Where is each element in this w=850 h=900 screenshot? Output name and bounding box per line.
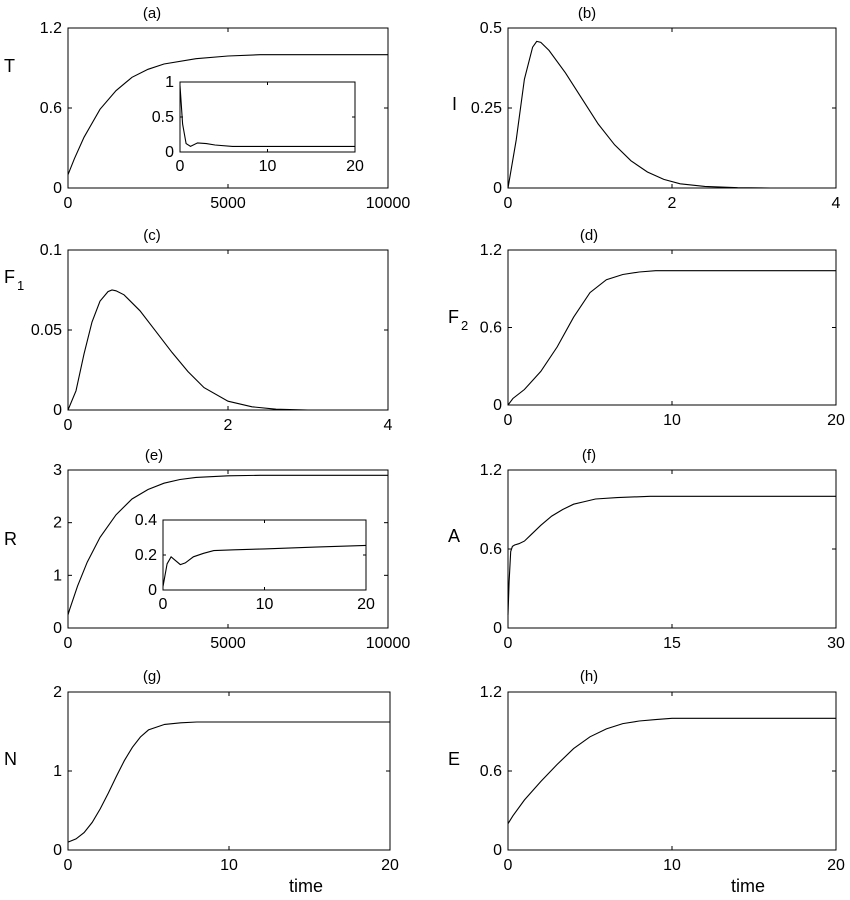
panel-b-x-tick-label: 0 — [503, 195, 513, 212]
panel-d-x-tick-label: 0 — [503, 412, 513, 429]
panel-c-y-tick-label: 0.05 — [30, 322, 62, 339]
panel-d-y-axis-label-subscript: 2 — [461, 318, 469, 333]
panel-d-y-tick-label: 0.6 — [479, 319, 502, 337]
panel-e-y-tick-label: 2 — [53, 514, 62, 532]
panel-g-title: (g) — [142, 668, 162, 685]
panel-f-y-tick-label: 1.2 — [479, 462, 502, 479]
panel-f-y-tick-label: 0 — [493, 620, 502, 637]
panel-h-x-tick-label: 20 — [827, 857, 845, 874]
panel-f-x-tick-label: 15 — [663, 635, 681, 652]
panel-f — [448, 447, 845, 652]
panel-a-inset-x-tick-label: 0 — [175, 158, 185, 175]
panel-a-inset-frame — [180, 82, 355, 152]
panel-a — [4, 5, 410, 212]
panel-e-inset-y-tick-label: 0 — [148, 582, 157, 599]
panel-b-title: (b) — [577, 5, 597, 22]
panel-f-frame — [508, 470, 836, 628]
panel-b — [452, 5, 841, 212]
panel-g-y-tick-label: 1 — [53, 763, 62, 780]
panel-c-x-tick-label: 0 — [63, 417, 73, 434]
panel-h-y-tick-label: 1.2 — [479, 684, 502, 701]
panel-c-y-tick-label: 0.1 — [39, 242, 62, 259]
panel-a-inset-y-tick-label: 0.5 — [151, 109, 174, 126]
panel-d-title: (d) — [579, 227, 599, 244]
panel-b-x-tick-label: 2 — [667, 195, 677, 212]
panel-b-y-axis-label: I — [452, 94, 458, 114]
panel-f-x-tick-label: 30 — [827, 635, 845, 652]
panel-a-x-tick-label: 5000 — [210, 195, 246, 212]
panel-h-y-axis-label: E — [448, 749, 461, 769]
panel-c — [4, 227, 393, 434]
panel-e-y-tick-label: 0 — [53, 620, 62, 637]
panel-e-inset-x-tick-label: 0 — [158, 596, 168, 613]
panel-a-title: (a) — [142, 5, 162, 22]
panel-a-inset-x-tick-label: 10 — [258, 158, 277, 175]
panel-d-frame — [508, 250, 836, 405]
panel-b-x-tick-label: 4 — [831, 195, 841, 212]
panel-d-y-axis-label: F $_2$ — [448, 307, 469, 333]
panel-c-x-tick-label: 2 — [223, 417, 233, 434]
panel-d — [448, 227, 845, 429]
panel-g-x-tick-label: 20 — [381, 857, 399, 874]
panel-e-inset-y-tick-label: 0.2 — [134, 547, 157, 564]
panel-b-y-tick-label: 0 — [493, 180, 502, 197]
panel-a-y-tick-label: 0 — [53, 180, 62, 197]
panel-e-inset-frame — [163, 520, 366, 590]
panel-e-title: (e) — [144, 447, 164, 464]
panel-a-x-tick-label: 0 — [63, 195, 73, 212]
panel-b-frame — [508, 28, 836, 188]
panel-a-y-axis-label: T — [4, 56, 15, 76]
panel-h-frame — [508, 692, 836, 850]
panel-h-y-tick-label: 0 — [493, 842, 502, 859]
panel-d-x-tick-label: 20 — [827, 412, 845, 429]
panel-d-y-tick-label: 0 — [493, 397, 502, 414]
panel-c-y-axis-label-subscript: 1 — [17, 278, 25, 293]
panel-e — [4, 447, 410, 652]
panel-h-y-tick-label: 0.6 — [479, 763, 502, 780]
panel-a-y-tick-label: 1.2 — [39, 20, 62, 37]
panel-c-x-tick-label: 4 — [383, 417, 393, 434]
panel-g-x-tick-label: 0 — [63, 857, 73, 874]
panel-e-x-tick-label: 10000 — [365, 635, 411, 652]
panel-d-y-tick-label: 1.2 — [479, 242, 502, 259]
panel-h-x-tick-label: 0 — [503, 857, 513, 874]
panel-h-title: (h) — [579, 668, 599, 685]
panel-f-x-tick-label: 0 — [503, 635, 513, 652]
panel-e-y-tick-label: 1 — [53, 567, 62, 585]
panel-e-inset-x-tick-label: 20 — [357, 596, 375, 613]
panel-b-y-tick-label: 0.25 — [470, 100, 502, 117]
panel-b-y-tick-label: 0.5 — [479, 20, 502, 37]
panel-d-x-tick-label: 10 — [663, 412, 681, 429]
panel-h — [448, 668, 845, 896]
panel-f-y-axis-label: A — [448, 526, 461, 546]
panel-g-x-axis-label: time — [288, 876, 324, 896]
panel-g-y-tick-label: 2 — [53, 684, 62, 701]
panel-g-y-tick-label: 0 — [53, 842, 62, 859]
panel-c-y-axis-label: F $_1$ — [4, 267, 25, 293]
panel-f-y-tick-label: 0.6 — [479, 541, 502, 558]
panel-e-x-tick-label: 5000 — [210, 635, 246, 652]
panel-a-x-tick-label: 10000 — [365, 195, 411, 212]
panel-f-title: (f) — [581, 447, 597, 464]
panel-e-inset-x-tick-label: 10 — [255, 596, 274, 613]
panel-c-y-tick-label: 0 — [53, 402, 62, 419]
panel-c-frame — [68, 250, 388, 410]
panel-g-y-axis-label: N — [4, 749, 17, 769]
panel-g-x-tick-label: 10 — [220, 857, 238, 874]
panel-a-inset-y-tick-label: 0 — [165, 144, 174, 161]
panel-e-x-tick-label: 0 — [63, 635, 73, 652]
panel-e-y-tick-label: 3 — [53, 462, 62, 479]
panel-e-y-axis-label: R — [4, 529, 17, 549]
panel-a-y-tick-label: 0.6 — [39, 100, 62, 117]
panel-c-title: (c) — [143, 227, 161, 244]
panel-h-x-tick-label: 10 — [663, 857, 681, 874]
panel-g-frame — [68, 692, 390, 850]
panel-a-inset-y-tick-label: 1 — [165, 74, 174, 91]
panel-e-inset-y-tick-label: 0.4 — [134, 512, 157, 529]
panel-a-inset-x-tick-label: 20 — [346, 158, 364, 175]
panel-g — [4, 668, 399, 896]
panel-h-x-axis-label: time — [730, 876, 766, 896]
